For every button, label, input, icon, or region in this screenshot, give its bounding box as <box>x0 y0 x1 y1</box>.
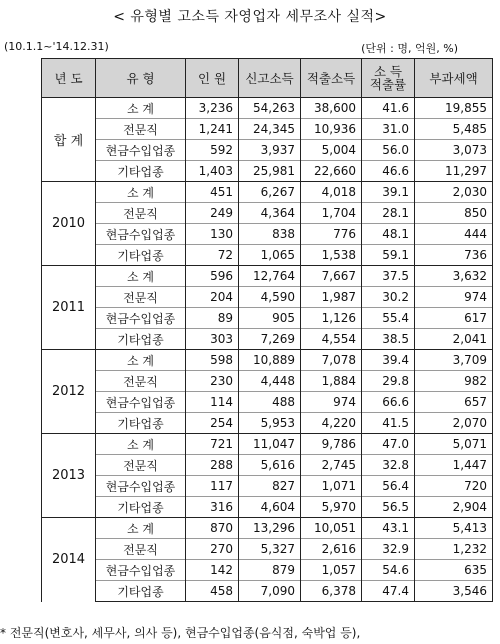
cell-tax-assessed: 3,709 <box>415 350 493 371</box>
cell-detection-rate: 38.5 <box>362 329 415 350</box>
cell-tax-assessed: 3,073 <box>415 140 493 161</box>
cell-detected-income: 4,220 <box>301 413 362 434</box>
cell-detection-rate: 48.1 <box>362 224 415 245</box>
cell-tax-assessed: 5,485 <box>415 119 493 140</box>
cell-tax-assessed: 974 <box>415 287 493 308</box>
cell-type: 소 계 <box>96 518 186 539</box>
table-row <box>42 581 493 602</box>
cell-persons: 870 <box>186 518 239 539</box>
table-row <box>42 161 493 182</box>
cell-persons: 598 <box>186 350 239 371</box>
cell-detection-rate: 46.6 <box>362 161 415 182</box>
cell-type: 소 계 <box>96 350 186 371</box>
year-cell: 2010 <box>42 182 96 266</box>
cell-reported-income: 905 <box>239 308 301 329</box>
cell-type: 기타업종 <box>96 497 186 518</box>
cell-reported-income: 7,090 <box>239 581 301 602</box>
cell-persons: 230 <box>186 371 239 392</box>
cell-detection-rate: 41.5 <box>362 413 415 434</box>
cell-tax-assessed: 657 <box>415 392 493 413</box>
cell-type: 전문직 <box>96 203 186 224</box>
year-cell: 2011 <box>42 266 96 350</box>
cell-tax-assessed: 617 <box>415 308 493 329</box>
table-row <box>42 203 493 224</box>
cell-reported-income: 6,267 <box>239 182 301 203</box>
cell-tax-assessed: 635 <box>415 560 493 581</box>
cell-detected-income: 2,616 <box>301 539 362 560</box>
unit-label: (단위 : 명, 억원, %) <box>361 42 458 55</box>
header-type: 유 형 <box>96 59 186 98</box>
cell-reported-income: 3,937 <box>239 140 301 161</box>
cell-detected-income: 1,538 <box>301 245 362 266</box>
table-row <box>42 518 493 539</box>
cell-detection-rate: 47.4 <box>362 581 415 602</box>
cell-persons: 458 <box>186 581 239 602</box>
cell-persons: 117 <box>186 476 239 497</box>
cell-detected-income: 1,126 <box>301 308 362 329</box>
cell-detected-income: 1,884 <box>301 371 362 392</box>
cell-tax-assessed: 1,232 <box>415 539 493 560</box>
table-row <box>42 434 493 455</box>
cell-persons: 72 <box>186 245 239 266</box>
cell-reported-income: 5,953 <box>239 413 301 434</box>
cell-persons: 1,403 <box>186 161 239 182</box>
header-tax-assessed: 부과세액 <box>415 59 493 98</box>
cell-reported-income: 10,889 <box>239 350 301 371</box>
header-reported-income: 신고소득 <box>239 59 301 98</box>
cell-detection-rate: 37.5 <box>362 266 415 287</box>
cell-persons: 303 <box>186 329 239 350</box>
cell-persons: 721 <box>186 434 239 455</box>
cell-type: 현금수입업종 <box>96 308 186 329</box>
page-title: < 유형별 고소득 자영업자 세무조사 실적> <box>113 9 387 25</box>
cell-reported-income: 12,764 <box>239 266 301 287</box>
cell-detected-income: 38,600 <box>301 98 362 119</box>
cell-persons: 288 <box>186 455 239 476</box>
cell-detected-income: 1,071 <box>301 476 362 497</box>
cell-tax-assessed: 850 <box>415 203 493 224</box>
cell-detected-income: 6,378 <box>301 581 362 602</box>
table-row <box>42 350 493 371</box>
cell-detected-income: 5,004 <box>301 140 362 161</box>
cell-reported-income: 4,590 <box>239 287 301 308</box>
cell-detection-rate: 66.6 <box>362 392 415 413</box>
cell-detection-rate: 32.8 <box>362 455 415 476</box>
header-detection-rate: 소 득 적출률 <box>362 59 415 98</box>
cell-persons: 204 <box>186 287 239 308</box>
cell-type: 현금수입업종 <box>96 476 186 497</box>
cell-tax-assessed: 720 <box>415 476 493 497</box>
cell-tax-assessed: 19,855 <box>415 98 493 119</box>
cell-type: 전문직 <box>96 455 186 476</box>
cell-detection-rate: 32.9 <box>362 539 415 560</box>
cell-persons: 451 <box>186 182 239 203</box>
cell-detected-income: 974 <box>301 392 362 413</box>
header-detected-income: 적출소득 <box>301 59 362 98</box>
cell-type: 전문직 <box>96 371 186 392</box>
cell-tax-assessed: 11,297 <box>415 161 493 182</box>
cell-persons: 249 <box>186 203 239 224</box>
table-row <box>42 413 493 434</box>
cell-type: 기타업종 <box>96 161 186 182</box>
cell-detected-income: 4,018 <box>301 182 362 203</box>
cell-reported-income: 54,263 <box>239 98 301 119</box>
cell-detection-rate: 28.1 <box>362 203 415 224</box>
cell-reported-income: 5,327 <box>239 539 301 560</box>
cell-detected-income: 22,660 <box>301 161 362 182</box>
cell-detected-income: 9,786 <box>301 434 362 455</box>
cell-detection-rate: 56.4 <box>362 476 415 497</box>
cell-detection-rate: 29.8 <box>362 371 415 392</box>
table-row <box>42 224 493 245</box>
header-persons: 인 원 <box>186 59 239 98</box>
cell-detected-income: 1,057 <box>301 560 362 581</box>
cell-reported-income: 838 <box>239 224 301 245</box>
cell-detection-rate: 55.4 <box>362 308 415 329</box>
cell-type: 기타업종 <box>96 245 186 266</box>
cell-type: 기타업종 <box>96 413 186 434</box>
cell-persons: 596 <box>186 266 239 287</box>
year-cell: 2012 <box>42 350 96 434</box>
cell-type: 전문직 <box>96 287 186 308</box>
cell-detected-income: 1,704 <box>301 203 362 224</box>
cell-type: 기타업종 <box>96 329 186 350</box>
cell-detection-rate: 47.0 <box>362 434 415 455</box>
table-row <box>42 182 493 203</box>
cell-tax-assessed: 2,070 <box>415 413 493 434</box>
cell-type: 현금수입업종 <box>96 560 186 581</box>
cell-reported-income: 4,604 <box>239 497 301 518</box>
cell-type: 소 계 <box>96 98 186 119</box>
table-row <box>42 287 493 308</box>
cell-persons: 130 <box>186 224 239 245</box>
cell-detected-income: 7,667 <box>301 266 362 287</box>
cell-reported-income: 827 <box>239 476 301 497</box>
cell-detection-rate: 59.1 <box>362 245 415 266</box>
cell-persons: 114 <box>186 392 239 413</box>
cell-tax-assessed: 444 <box>415 224 493 245</box>
cell-tax-assessed: 5,071 <box>415 434 493 455</box>
cell-persons: 89 <box>186 308 239 329</box>
cell-reported-income: 4,448 <box>239 371 301 392</box>
cell-detected-income: 776 <box>301 224 362 245</box>
table-row <box>42 140 493 161</box>
cell-tax-assessed: 2,041 <box>415 329 493 350</box>
header-year: 년 도 <box>42 59 96 98</box>
cell-reported-income: 5,616 <box>239 455 301 476</box>
cell-type: 현금수입업종 <box>96 140 186 161</box>
cell-detected-income: 4,554 <box>301 329 362 350</box>
cell-detection-rate: 30.2 <box>362 287 415 308</box>
cell-tax-assessed: 5,413 <box>415 518 493 539</box>
cell-reported-income: 25,981 <box>239 161 301 182</box>
cell-type: 소 계 <box>96 182 186 203</box>
cell-detection-rate: 39.4 <box>362 350 415 371</box>
cell-tax-assessed: 1,447 <box>415 455 493 476</box>
cell-persons: 254 <box>186 413 239 434</box>
cell-detection-rate: 31.0 <box>362 119 415 140</box>
cell-type: 전문직 <box>96 539 186 560</box>
cell-type: 현금수입업종 <box>96 224 186 245</box>
year-cell: 합 계 <box>42 98 96 182</box>
table-row <box>42 560 493 581</box>
footnote: * 전문직(변호사, 세무사, 의사 등), 현금수입업종(음식점, 숙박업 등), <box>0 626 361 640</box>
cell-tax-assessed: 2,030 <box>415 182 493 203</box>
cell-type: 소 계 <box>96 434 186 455</box>
audit-results-table <box>41 58 493 602</box>
table-row <box>42 245 493 266</box>
cell-type: 현금수입업종 <box>96 392 186 413</box>
table-row <box>42 308 493 329</box>
cell-reported-income: 1,065 <box>239 245 301 266</box>
cell-detection-rate: 41.6 <box>362 98 415 119</box>
cell-tax-assessed: 2,904 <box>415 497 493 518</box>
cell-reported-income: 24,345 <box>239 119 301 140</box>
table-body <box>42 98 493 602</box>
cell-detection-rate: 39.1 <box>362 182 415 203</box>
table-row <box>42 539 493 560</box>
table-row <box>42 329 493 350</box>
year-cell: 2013 <box>42 434 96 518</box>
cell-tax-assessed: 3,546 <box>415 581 493 602</box>
cell-detected-income: 1,987 <box>301 287 362 308</box>
cell-persons: 3,236 <box>186 98 239 119</box>
cell-persons: 592 <box>186 140 239 161</box>
table-row <box>42 476 493 497</box>
cell-type: 기타업종 <box>96 581 186 602</box>
cell-detection-rate: 56.0 <box>362 140 415 161</box>
cell-type: 소 계 <box>96 266 186 287</box>
cell-detected-income: 10,936 <box>301 119 362 140</box>
cell-persons: 270 <box>186 539 239 560</box>
cell-reported-income: 488 <box>239 392 301 413</box>
cell-reported-income: 13,296 <box>239 518 301 539</box>
cell-detection-rate: 56.5 <box>362 497 415 518</box>
cell-detection-rate: 43.1 <box>362 518 415 539</box>
cell-persons: 316 <box>186 497 239 518</box>
table-row <box>42 98 493 119</box>
table-row <box>42 455 493 476</box>
cell-detection-rate: 54.6 <box>362 560 415 581</box>
table-row <box>42 392 493 413</box>
cell-tax-assessed: 982 <box>415 371 493 392</box>
table-row <box>42 266 493 287</box>
cell-tax-assessed: 3,632 <box>415 266 493 287</box>
cell-reported-income: 7,269 <box>239 329 301 350</box>
table-row <box>42 497 493 518</box>
table-row <box>42 371 493 392</box>
cell-detected-income: 5,970 <box>301 497 362 518</box>
cell-detected-income: 2,745 <box>301 455 362 476</box>
period-label: (10.1.1~'14.12.31) <box>4 40 109 53</box>
table-row <box>42 119 493 140</box>
cell-persons: 1,241 <box>186 119 239 140</box>
table-header-row <box>42 59 493 98</box>
cell-detected-income: 10,051 <box>301 518 362 539</box>
cell-detected-income: 7,078 <box>301 350 362 371</box>
year-cell: 2014 <box>42 518 96 602</box>
cell-reported-income: 879 <box>239 560 301 581</box>
cell-reported-income: 4,364 <box>239 203 301 224</box>
cell-tax-assessed: 736 <box>415 245 493 266</box>
cell-type: 전문직 <box>96 119 186 140</box>
cell-reported-income: 11,047 <box>239 434 301 455</box>
cell-persons: 142 <box>186 560 239 581</box>
